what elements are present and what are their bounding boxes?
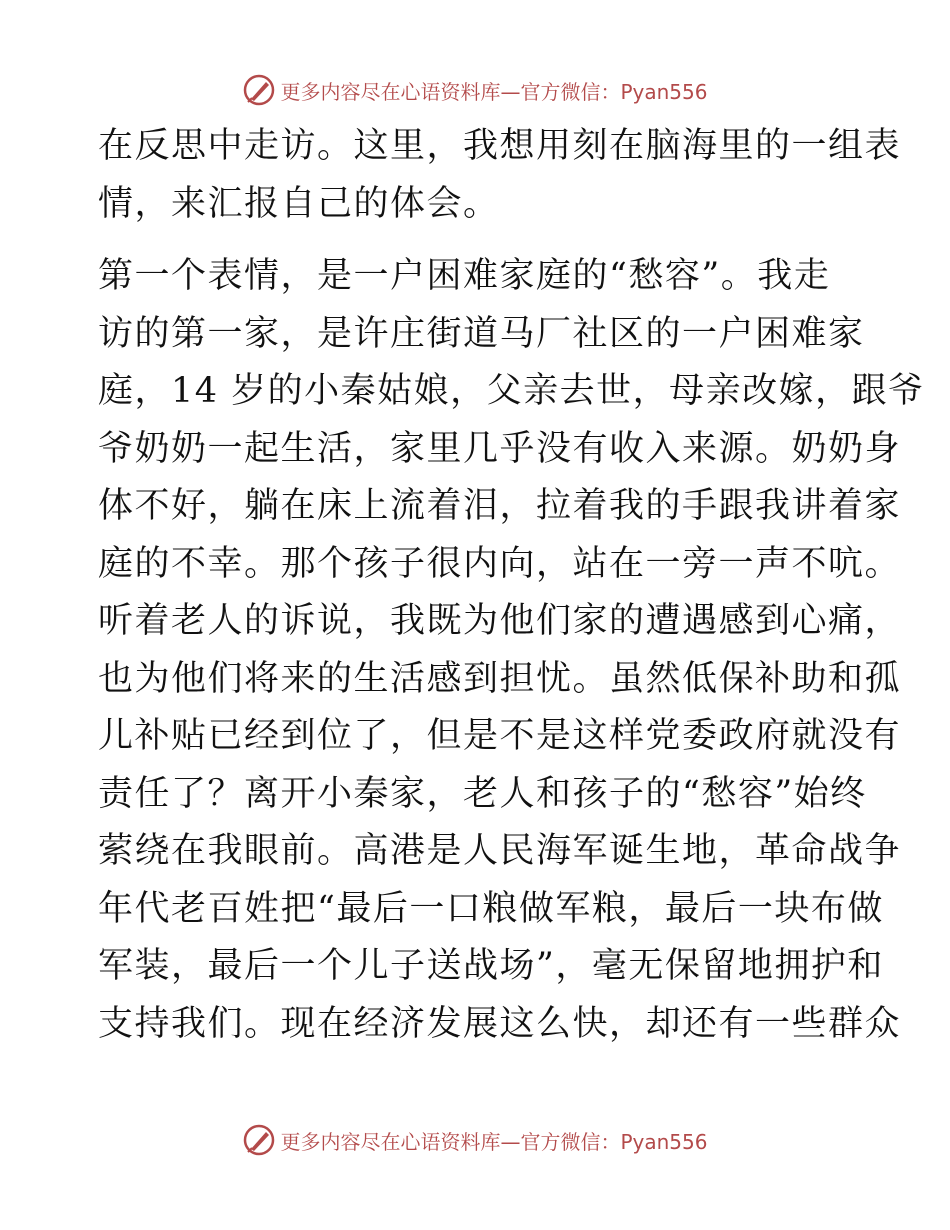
paragraph-1 (98, 118, 902, 233)
footer-watermark-banner (0, 1120, 950, 1160)
text-line: 年代老百姓把“最后一口粮做军粮，最后一块布做 (98, 888, 884, 929)
text-line: 爷奶奶一起生活，家里几乎没有收入来源。奶奶身 (98, 428, 902, 469)
text-line: 第一个表情，是一户困难家庭的“愁容”。我走 (98, 256, 831, 296)
quill-pen-logo-icon (242, 1123, 276, 1157)
text-line: 访的第一家，是许庄街道马厂社区的一户困难家 (98, 313, 865, 354)
text-line: 情，来汇报自己的体会。 (98, 183, 500, 224)
text-line: 听着老人的诉说，我既为他们家的遭遇感到心痛， (98, 601, 902, 641)
paragraph-2 (98, 248, 925, 1053)
text-line: 军装，最后一个儿子送战场”，毫无保留地拥护和 (98, 946, 884, 986)
document-body (98, 118, 925, 1053)
text-line: 庭，14 岁的小秦姑娘，父亲去世，母亲改嫁，跟爷 (98, 371, 925, 411)
text-line: 萦绕在我眼前。高港是人民海军诞生地，革命战争 (98, 831, 902, 871)
quill-pen-logo-icon (242, 73, 276, 107)
text-line: 在反思中走访。这里，我想用刻在脑海里的一组表 (98, 126, 902, 166)
text-line: 儿补贴已经到位了，但是不是这样党委政府就没有 (98, 716, 902, 756)
text-line: 庭的不幸。那个孩子很内向，站在一旁一声不吭。 (98, 543, 902, 584)
text-line: 责任了？离开小秦家，老人和孩子的“愁容”始终 (98, 773, 867, 814)
header-watermark-banner (0, 70, 950, 110)
text-line: 体不好，躺在床上流着泪，拉着我的手跟我讲着家 (98, 486, 902, 526)
header-banner-text: 更多内容尽在心语资料库—官方微信：Pyan556 (280, 79, 708, 104)
text-line: 也为他们将来的生活感到担忧。虽然低保补助和孤 (98, 658, 902, 699)
text-line: 支持我们。现在经济发展这么快，却还有一些群众 (98, 1003, 902, 1044)
footer-banner-text: 更多内容尽在心语资料库—官方微信：Pyan556 (280, 1129, 708, 1154)
